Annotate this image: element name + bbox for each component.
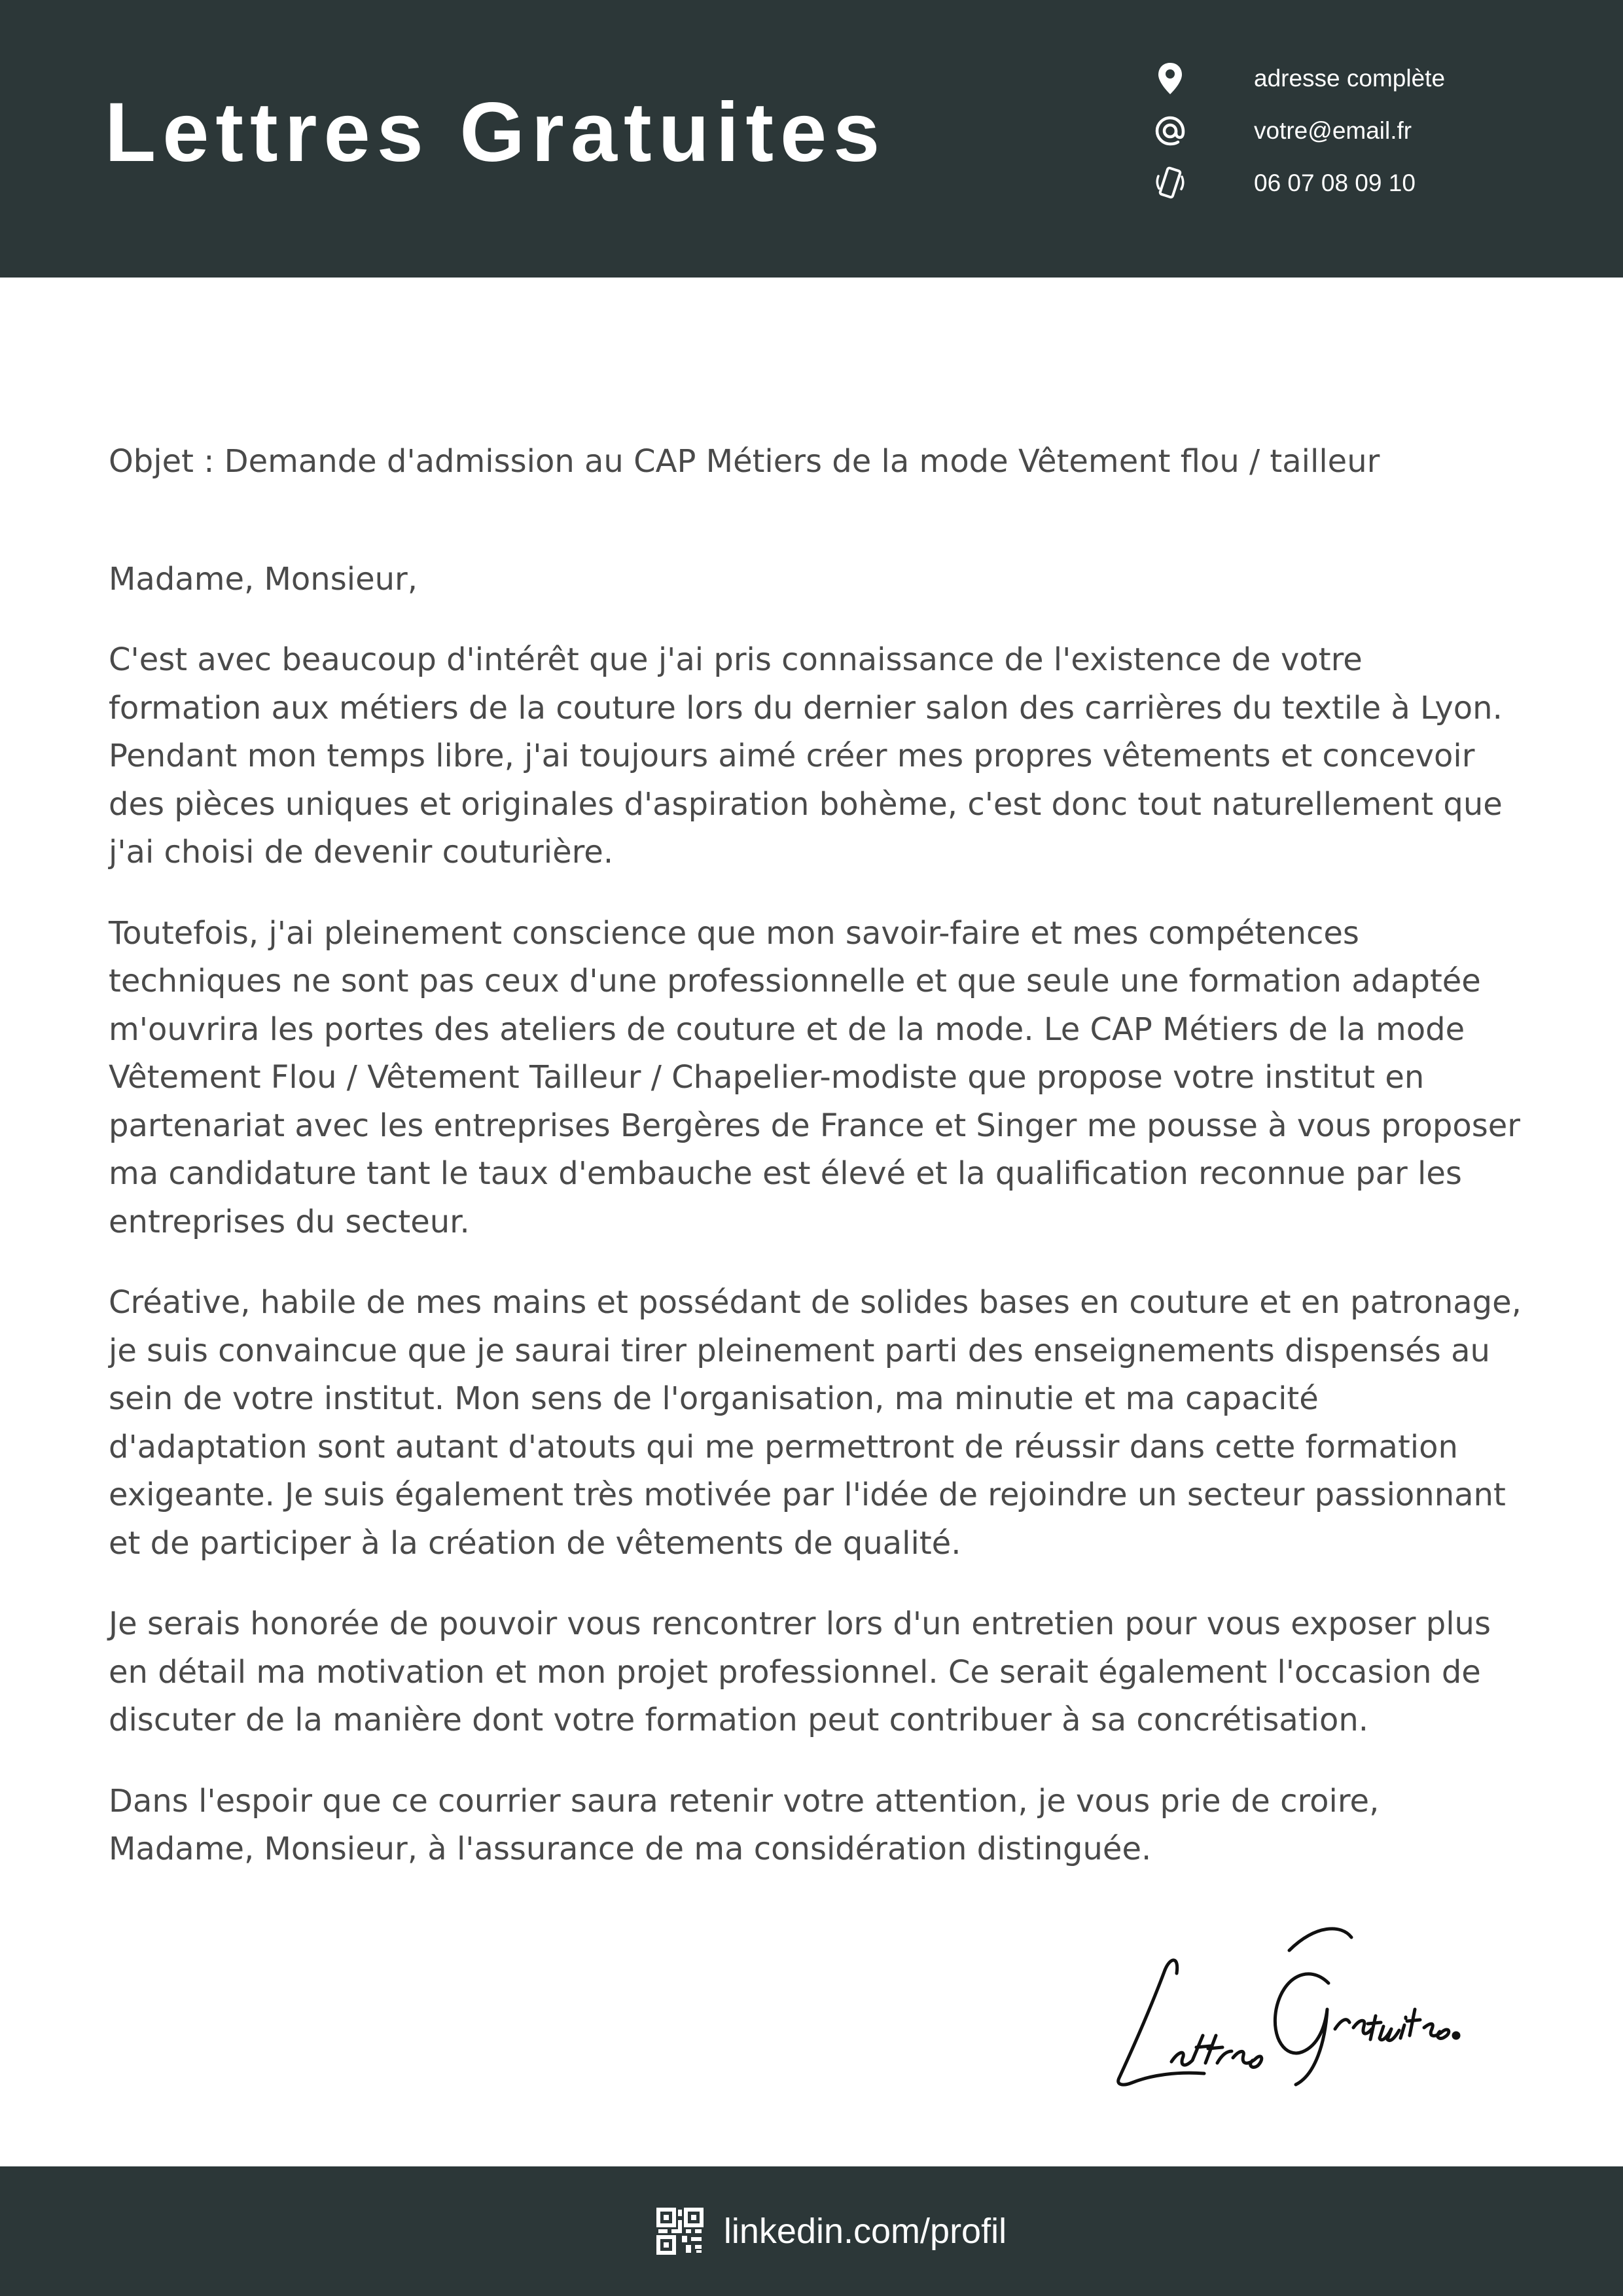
letter-paragraph: C'est avec beaucoup d'intérêt que j'ai pris connaissance de l'existence de votre formation aux métiers de la couture lors du dernier salon des carrières du textile à Lyon. Pendant mon temps libre, j'ai toujours aimé créer mes propres vêtements et concevoir des pièces uniques et originales d'aspiration bohème, c'est donc tout naturellement que j'ai choisi de devenir couturière. [109, 641, 1503, 870]
letter-paragraph: Dans l'espoir que ce courrier saura retenir votre attention, je vous prie de croire, Madame, Monsieur, à l'assurance de ma considération distinguée. [109, 1782, 1380, 1867]
letter-paragraph: Toutefois, j'ai pleinement conscience que mon savoir-faire et mes compétences techniques ne sont pas ceux d'une professionnelle et que seule une formation adaptée m'ouvrira les portes des ateliers de couture et de la mode. Le CAP Métiers de la mode Vêtement Flou / Vêtement Tailleur / Chapelier-modiste que propose votre institut en partenariat avec les entreprises Bergères de France et Singer me pousse à vous proposer ma candidature tant le taux d'embauche est élevé et la qualification reconnue par les entreprises du secteur. [109, 914, 1520, 1240]
linkedin-url[interactable]: linkedin.com/profil [723, 2212, 1007, 2251]
page-footer [0, 2166, 1623, 2296]
letter-salutation: Madame, Monsieur, [109, 561, 418, 598]
mobile-phone-icon [1152, 165, 1188, 202]
letter-paragraph: Je serais honorée de pouvoir vous rencontrer lors d'un entretien pour vous exposer plus en détail ma motivation et mon projet professionnel. Ce serait également l'occasion de discuter de la manière dont votre formation peut contribuer à sa concrétisation. [109, 1605, 1491, 1738]
contact-address [1152, 52, 1571, 105]
location-pin-icon [1152, 60, 1188, 97]
brand-title: Lettres Gratuites [105, 86, 887, 179]
email-text: votre@email.fr [1254, 117, 1412, 144]
contact-email [1152, 105, 1571, 157]
handwritten-signature [1093, 1911, 1525, 2094]
at-sign-icon [1152, 113, 1188, 149]
letter-body [109, 439, 1522, 1907]
contact-block [1152, 52, 1571, 209]
letter-paragraph: Créative, habile de mes mains et possédant de solides bases en couture et en patronage, je suis convaincue que je saurai tirer pleinement parti des enseignements dispensés au sein de votre institut. Mon sens de l'organisation, ma minutie et ma capacité d'adaptation sont autant d'atouts qui me permettront de réussir dans cette formation exigeante. Je suis également très motivée par l'idée de rejoindre un secteur passionnant et de participer à la création de vêtements de qualité. [109, 1284, 1522, 1562]
letter-subject: Objet : Demande d'admission au CAP Métiers de la mode Vêtement flou / tailleur [109, 443, 1380, 480]
page-header [0, 0, 1623, 278]
linkedin-link[interactable] [656, 2207, 1007, 2255]
contact-phone [1152, 157, 1571, 209]
qr-code-icon [656, 2207, 704, 2255]
address-text: adresse complète [1254, 65, 1446, 92]
phone-text: 06 07 08 09 10 [1254, 170, 1416, 196]
